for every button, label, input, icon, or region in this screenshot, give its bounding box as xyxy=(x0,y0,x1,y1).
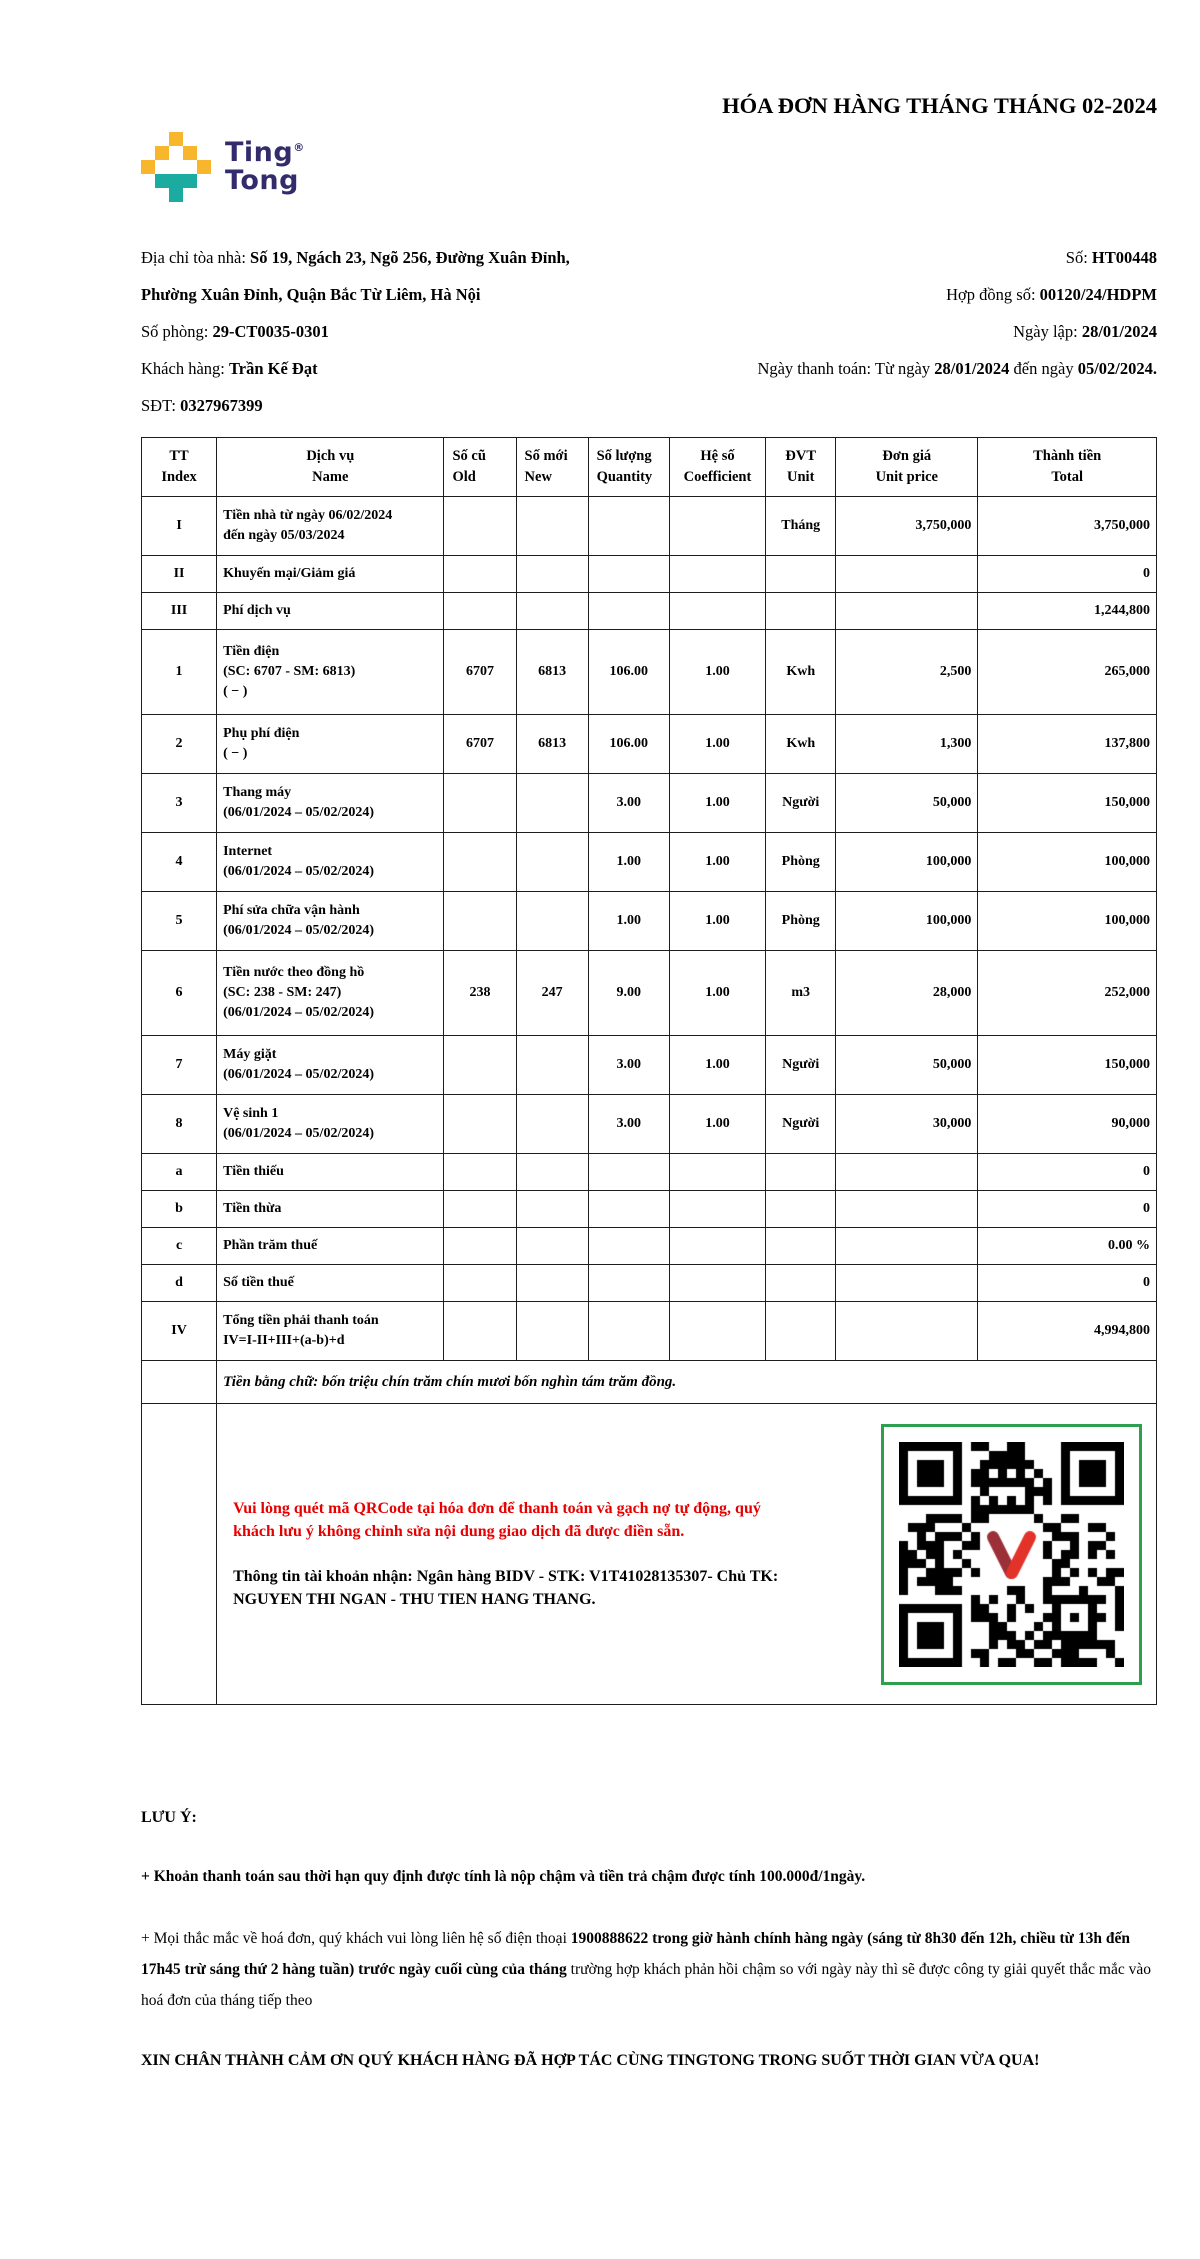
cell-index: III xyxy=(142,593,217,630)
cell-coefficient xyxy=(669,1265,765,1302)
cell-unit xyxy=(766,1302,836,1361)
cell-total: 252,000 xyxy=(978,951,1157,1036)
cell-index: II xyxy=(142,556,217,593)
cell-index: 7 xyxy=(142,1036,217,1095)
cell-unit-price: 100,000 xyxy=(836,833,978,892)
logo-pixel xyxy=(141,160,155,174)
cell-old: 6707 xyxy=(444,630,516,715)
table-row xyxy=(142,774,1157,833)
cell-coefficient: 1.00 xyxy=(669,1036,765,1095)
table-row xyxy=(142,630,1157,715)
cell-total: 150,000 xyxy=(978,1036,1157,1095)
cell-index: 1 xyxy=(142,630,217,715)
cell-new xyxy=(516,1228,588,1265)
cell-coefficient xyxy=(669,593,765,630)
cell-service-name: Phí sửa chữa vận hành (06/01/2024 – 05/02/2024) xyxy=(217,892,444,951)
header-row xyxy=(142,438,1157,497)
column-header: Số cũ Old xyxy=(444,438,516,497)
cell-unit: Người xyxy=(766,774,836,833)
column-header: Số lượng Quantity xyxy=(588,438,669,497)
cell-unit: Tháng xyxy=(766,497,836,556)
cell-total: 265,000 xyxy=(978,630,1157,715)
cell-quantity: 3.00 xyxy=(588,774,669,833)
qr-row xyxy=(142,1404,1157,1705)
cell-unit-price xyxy=(836,1228,978,1265)
info-line xyxy=(141,359,1157,396)
logo-pixel xyxy=(169,188,183,202)
table-row xyxy=(142,833,1157,892)
info-line-right: Ngày thanh toán: Từ ngày 28/01/2024 đến ngày 05/02/2024. xyxy=(757,359,1157,378)
cell-index: d xyxy=(142,1265,217,1302)
cell-coefficient xyxy=(669,556,765,593)
cell-service-name: Phí dịch vụ xyxy=(217,593,444,630)
invoice-header xyxy=(141,0,1157,220)
qr-content-cell xyxy=(217,1404,1157,1705)
info-line-left: Số phòng: 29-CT0035-0301 xyxy=(141,322,329,341)
info-line xyxy=(141,248,1157,285)
cell-unit xyxy=(766,556,836,593)
payment-instructions xyxy=(233,1497,793,1612)
table-row xyxy=(142,1265,1157,1302)
cell-quantity: 3.00 xyxy=(588,1095,669,1154)
cell-service-name: Phụ phí điện ( − ) xyxy=(217,715,444,774)
cell-unit-price: 3,750,000 xyxy=(836,497,978,556)
logo-pixel xyxy=(183,146,197,160)
logo-pixel xyxy=(197,160,211,174)
cell-service-name: Tổng tiền phải thanh toán IV=I-II+III+(a-b)+d xyxy=(217,1302,444,1361)
column-header: Số mới New xyxy=(516,438,588,497)
table-row xyxy=(142,892,1157,951)
cell-unit-price xyxy=(836,556,978,593)
amount-in-words-row xyxy=(142,1361,1157,1404)
cell-total: 4,994,800 xyxy=(978,1302,1157,1361)
cell-unit: Kwh xyxy=(766,715,836,774)
cell-unit-price xyxy=(836,593,978,630)
cell-index: 6 xyxy=(142,951,217,1036)
cell-service-name: Thang máy (06/01/2024 – 05/02/2024) xyxy=(217,774,444,833)
cell-coefficient xyxy=(669,1154,765,1191)
invoice-title: HÓA ĐƠN HÀNG THÁNG THÁNG 02-2024 xyxy=(722,93,1157,118)
cell-old xyxy=(444,774,516,833)
table-row xyxy=(142,1036,1157,1095)
table-row xyxy=(142,1191,1157,1228)
info-line-left: Khách hàng: Trần Kế Đạt xyxy=(141,359,318,378)
logo-pixel xyxy=(169,132,183,146)
footer-notes xyxy=(141,1809,1157,2076)
table-row xyxy=(142,1154,1157,1191)
cell-total: 0 xyxy=(978,556,1157,593)
info-line-left: Phường Xuân Đỉnh, Quận Bắc Từ Liêm, Hà Nội xyxy=(141,285,481,304)
cell-service-name: Máy giặt (06/01/2024 – 05/02/2024) xyxy=(217,1036,444,1095)
table-row xyxy=(142,715,1157,774)
cell-old xyxy=(444,1302,516,1361)
cell-service-name: Vệ sinh 1 (06/01/2024 – 05/02/2024) xyxy=(217,1095,444,1154)
cell-new: 6813 xyxy=(516,715,588,774)
cell-old xyxy=(444,593,516,630)
table-row xyxy=(142,556,1157,593)
info-line-right: Ngày lập: 28/01/2024 xyxy=(1013,322,1157,341)
cell-quantity: 1.00 xyxy=(588,892,669,951)
cell-unit-price: 100,000 xyxy=(836,892,978,951)
cell-index: a xyxy=(142,1154,217,1191)
cell-quantity: 9.00 xyxy=(588,951,669,1036)
cell-unit: Người xyxy=(766,1036,836,1095)
cell-quantity: 106.00 xyxy=(588,630,669,715)
cell-new xyxy=(516,1265,588,1302)
cell-quantity xyxy=(588,593,669,630)
cell-index: 8 xyxy=(142,1095,217,1154)
qr-code xyxy=(899,1442,1124,1667)
cell-index: 5 xyxy=(142,892,217,951)
info-line xyxy=(141,322,1157,359)
cell-quantity: 1.00 xyxy=(588,833,669,892)
cell-unit xyxy=(766,1191,836,1228)
cell-coefficient: 1.00 xyxy=(669,833,765,892)
cell-index: 4 xyxy=(142,833,217,892)
cell-total: 0 xyxy=(978,1191,1157,1228)
cell-coefficient xyxy=(669,1302,765,1361)
cell-quantity xyxy=(588,497,669,556)
empty-cell xyxy=(142,1404,217,1705)
table-row xyxy=(142,1095,1157,1154)
cell-quantity xyxy=(588,1228,669,1265)
tingtong-logo xyxy=(141,132,305,202)
hotline-note: + Mọi thắc mắc về hoá đơn, quý khách vui lòng liên hệ số điện thoại 1900888622 trong giờ hành chính hàng ngày (sáng từ 8h30 đến 12h, chiều từ 13h đến 17h45 trừ sáng thứ 2 hàng tuần) trước ngày cuối cùng của tháng trường hợp khách phản hồi chậm so với ngày này thì sẽ được công ty giải quyết thắc mắc vào hoá đơn của tháng tiếp theo xyxy=(141,1930,1151,2010)
invoice-table-footer xyxy=(142,1361,1157,1705)
cell-total: 100,000 xyxy=(978,833,1157,892)
cell-old xyxy=(444,497,516,556)
cell-new xyxy=(516,593,588,630)
cell-new xyxy=(516,892,588,951)
cell-unit-price xyxy=(836,1191,978,1228)
cell-unit xyxy=(766,1265,836,1302)
tingtong-logo-text: Ting® Tong xyxy=(225,137,305,196)
column-header: Dịch vụ Name xyxy=(217,438,444,497)
cell-unit: Phòng xyxy=(766,833,836,892)
cell-service-name: Phần trăm thuế xyxy=(217,1228,444,1265)
cell-new xyxy=(516,833,588,892)
cell-new xyxy=(516,1036,588,1095)
cell-quantity xyxy=(588,1154,669,1191)
cell-new: 6813 xyxy=(516,630,588,715)
cell-unit xyxy=(766,1154,836,1191)
logo-pixel xyxy=(183,174,197,188)
cell-new xyxy=(516,774,588,833)
info-line xyxy=(141,285,1157,322)
column-header: TT Index xyxy=(142,438,217,497)
cell-unit-price: 28,000 xyxy=(836,951,978,1036)
cell-quantity: 106.00 xyxy=(588,715,669,774)
cell-index: c xyxy=(142,1228,217,1265)
cell-total: 137,800 xyxy=(978,715,1157,774)
qr-code-frame xyxy=(881,1424,1142,1685)
table-row xyxy=(142,1228,1157,1265)
cell-quantity: 3.00 xyxy=(588,1036,669,1095)
qr-payment-note: Vui lòng quét mã QRCode tại hóa đơn để thanh toán và gạch nợ tự động, quý khách lưu ý không chỉnh sửa nội dung giao dịch đã được điền sẵn. xyxy=(233,1499,761,1540)
cell-unit: m3 xyxy=(766,951,836,1036)
invoice-table xyxy=(141,437,1157,1705)
cell-unit xyxy=(766,1228,836,1265)
cell-old xyxy=(444,1095,516,1154)
info-line-right: Hợp đồng số: 00120/24/HDPM xyxy=(946,285,1157,304)
info-line xyxy=(141,396,1157,433)
cell-old: 6707 xyxy=(444,715,516,774)
logo-pixel xyxy=(155,146,169,160)
cell-service-name: Internet (06/01/2024 – 05/02/2024) xyxy=(217,833,444,892)
cell-quantity xyxy=(588,556,669,593)
cell-old: 238 xyxy=(444,951,516,1036)
logo-pixel xyxy=(169,174,183,188)
invoice-table-header xyxy=(142,438,1157,497)
cell-index: 3 xyxy=(142,774,217,833)
cell-quantity xyxy=(588,1265,669,1302)
table-row xyxy=(142,1302,1157,1361)
cell-unit: Phòng xyxy=(766,892,836,951)
logo-pixel xyxy=(155,174,169,188)
cell-unit xyxy=(766,593,836,630)
cell-new: 247 xyxy=(516,951,588,1036)
late-payment-note: + Khoản thanh toán sau thời hạn quy định được tính là nộp chậm và tiền trả chậm được tính 100.000đ/1ngày. xyxy=(141,1868,866,1885)
cell-coefficient xyxy=(669,1191,765,1228)
table-row xyxy=(142,497,1157,556)
cell-old xyxy=(444,556,516,593)
cell-service-name: Tiền nhà từ ngày 06/02/2024 đến ngày 05/03/2024 xyxy=(217,497,444,556)
cell-coefficient: 1.00 xyxy=(669,892,765,951)
cell-old xyxy=(444,1228,516,1265)
column-header: Thành tiền Total xyxy=(978,438,1157,497)
cell-service-name: Số tiền thuế xyxy=(217,1265,444,1302)
cell-total: 0.00 % xyxy=(978,1228,1157,1265)
cell-index: 2 xyxy=(142,715,217,774)
cell-unit-price xyxy=(836,1265,978,1302)
empty-cell xyxy=(142,1361,217,1404)
cell-coefficient: 1.00 xyxy=(669,774,765,833)
cell-new xyxy=(516,497,588,556)
invoice-table-body xyxy=(142,497,1157,1361)
cell-old xyxy=(444,892,516,951)
cell-old xyxy=(444,1154,516,1191)
cell-old xyxy=(444,1036,516,1095)
cell-quantity xyxy=(588,1302,669,1361)
invoice-info xyxy=(141,248,1157,433)
table-row xyxy=(142,593,1157,630)
cell-unit-price: 50,000 xyxy=(836,774,978,833)
cell-total: 90,000 xyxy=(978,1095,1157,1154)
cell-old xyxy=(444,1191,516,1228)
notes-heading: LƯU Ý: xyxy=(141,1809,197,1826)
info-line-left: Địa chỉ tòa nhà: Số 19, Ngách 23, Ngõ 256, Đường Xuân Đỉnh, xyxy=(141,248,570,267)
cell-service-name: Tiền nước theo đồng hồ (SC: 238 - SM: 247) (06/01/2024 – 05/02/2024) xyxy=(217,951,444,1036)
cell-unit: Kwh xyxy=(766,630,836,715)
tingtong-logo-icon xyxy=(141,132,211,202)
column-header: ĐVT Unit xyxy=(766,438,836,497)
cell-service-name: Tiền thừa xyxy=(217,1191,444,1228)
table-row xyxy=(142,951,1157,1036)
amount-in-words: Tiền bằng chữ: bốn triệu chín trăm chín mươi bốn nghìn tám trăm đồng. xyxy=(217,1361,1157,1404)
qr-cell xyxy=(217,1404,1156,1704)
cell-old xyxy=(444,1265,516,1302)
cell-unit: Người xyxy=(766,1095,836,1154)
column-header: Hệ số Coefficient xyxy=(669,438,765,497)
cell-unit-price: 1,300 xyxy=(836,715,978,774)
thank-you-note: XIN CHÂN THÀNH CẢM ƠN QUÝ KHÁCH HÀNG ĐÃ HỢP TÁC CÙNG TINGTONG TRONG SUỐT THỜI GIAN VỪA QUA! xyxy=(141,2052,1040,2070)
column-header: Đơn giá Unit price xyxy=(836,438,978,497)
info-line-right: Số: HT00448 xyxy=(1065,248,1157,267)
cell-new xyxy=(516,1095,588,1154)
cell-new xyxy=(516,1191,588,1228)
account-info: Thông tin tài khoản nhận: Ngân hàng BIDV - STK: V1T41028135307- Chủ TK: NGUYEN THI NGAN - THU TIEN HANG THANG. xyxy=(233,1568,779,1609)
cell-unit-price xyxy=(836,1154,978,1191)
cell-total: 100,000 xyxy=(978,892,1157,951)
cell-total: 3,750,000 xyxy=(978,497,1157,556)
cell-unit-price xyxy=(836,1302,978,1361)
cell-quantity xyxy=(588,1191,669,1228)
cell-coefficient: 1.00 xyxy=(669,951,765,1036)
cell-unit-price: 30,000 xyxy=(836,1095,978,1154)
cell-unit-price: 50,000 xyxy=(836,1036,978,1095)
cell-index: IV xyxy=(142,1302,217,1361)
cell-coefficient: 1.00 xyxy=(669,630,765,715)
cell-total: 1,244,800 xyxy=(978,593,1157,630)
cell-coefficient: 1.00 xyxy=(669,1095,765,1154)
cell-coefficient xyxy=(669,497,765,556)
cell-service-name: Khuyến mại/Giảm giá xyxy=(217,556,444,593)
cell-service-name: Tiền thiếu xyxy=(217,1154,444,1191)
cell-index: I xyxy=(142,497,217,556)
info-line-left: SĐT: 0327967399 xyxy=(141,396,263,415)
cell-new xyxy=(516,556,588,593)
cell-old xyxy=(444,833,516,892)
cell-coefficient xyxy=(669,1228,765,1265)
cell-service-name: Tiền điện (SC: 6707 - SM: 6813) ( − ) xyxy=(217,630,444,715)
cell-index: b xyxy=(142,1191,217,1228)
cell-coefficient: 1.00 xyxy=(669,715,765,774)
cell-new xyxy=(516,1302,588,1361)
cell-unit-price: 2,500 xyxy=(836,630,978,715)
cell-total: 0 xyxy=(978,1154,1157,1191)
cell-new xyxy=(516,1154,588,1191)
cell-total: 150,000 xyxy=(978,774,1157,833)
cell-total: 0 xyxy=(978,1265,1157,1302)
